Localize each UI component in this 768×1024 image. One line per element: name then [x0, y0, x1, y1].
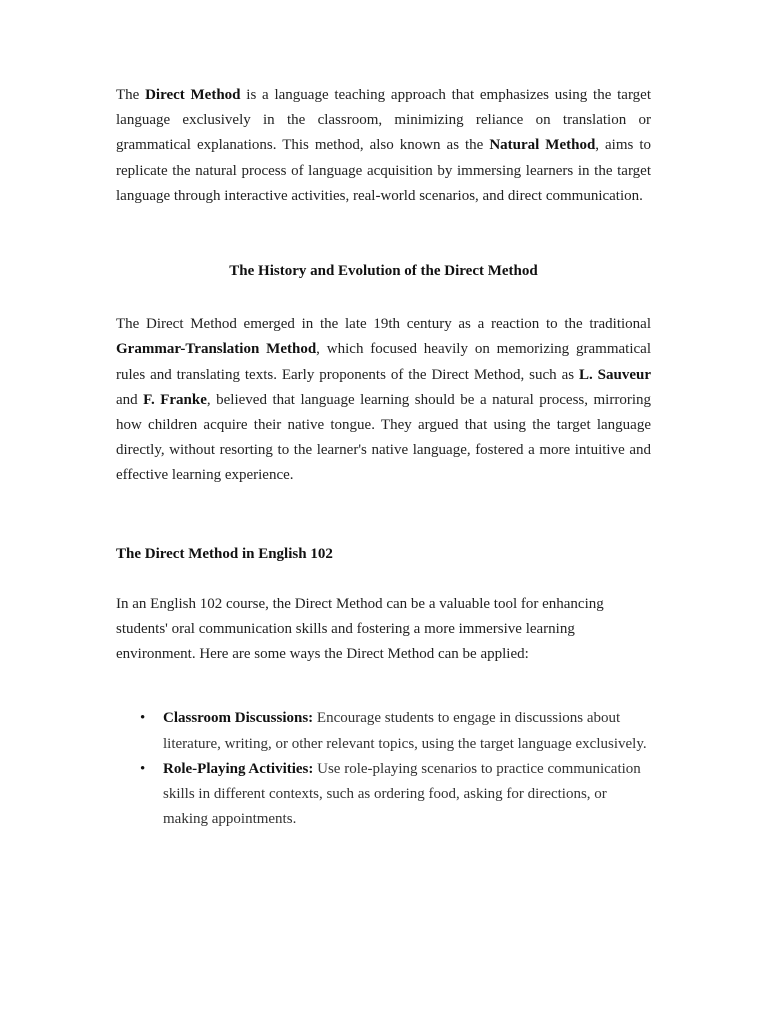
application-list [116, 706, 651, 832]
list-item-role-playing [140, 757, 651, 833]
sauveur-name: L. Sauveur [578, 366, 651, 383]
english102-paragraph: In an English 102 course, the Direct Method can be a valuable tool for enhancing students' oral communication skills and fostering a more immersive learning environment. Here are some ways the Direct Method can be applied: [116, 595, 604, 663]
bullet-marker: • [140, 710, 146, 727]
spacer [116, 284, 651, 312]
history-heading: The History and Evolution of the Direct Method [229, 263, 538, 280]
spacer [116, 567, 651, 592]
list-item-classroom-discussions [140, 706, 651, 756]
history-text-3: and [116, 391, 144, 408]
list-item-label: Role-Playing Activities: [163, 760, 314, 777]
spacer [116, 489, 651, 542]
grammar-translation-term: Grammar-Translation Method [116, 341, 317, 358]
franke-name: F. Franke [143, 391, 207, 408]
intro-text-3: , aims to replicate the natural process of language acquisition by immersing learners in the target language through interactive activities, real-world scenarios, and direct communication. [116, 137, 652, 204]
list-item-text: Use role-playing scenarios to practice communication skills in different contexts, such as ordering food, asking for directions, or making appointments. [163, 760, 641, 828]
spacer [116, 667, 651, 706]
history-paragraph [116, 312, 651, 488]
intro-text-2: is a language teaching approach that emphasizes using the target language exclusively in the classroom, minimizing reliance on translation or grammatical explanations. This method, also known as the [116, 87, 651, 154]
history-text-2: , which focused heavily on memorizing grammatical rules and translating texts. Early proponents of the Direct Method, such as [116, 341, 651, 383]
intro-text-1: The [116, 87, 146, 103]
english102-heading: The Direct Method in English 102 [116, 545, 333, 562]
natural-method-term: Natural Method [489, 137, 596, 154]
spacer [116, 209, 651, 259]
list-item-label: Classroom Discussions: [163, 710, 314, 727]
history-text-1: The Direct Method emerged in the late 19th century as a reaction to the traditional [116, 316, 651, 333]
direct-method-term: Direct Method [145, 87, 241, 103]
document-page [116, 83, 651, 832]
list-item-text: Encourage students to engage in discussions about literature, writing, or other relevant topics, using the target language exclusively. [163, 710, 647, 752]
history-text-4: , believed that language learning should be a natural process, mirroring how children acquire their native tongue. They argued that using the target language directly, without resorting to the learner's native language, fostered a more intuitive and effective learning experience. [116, 391, 651, 484]
intro-paragraph [116, 83, 651, 209]
bullet-marker: • [140, 760, 146, 777]
